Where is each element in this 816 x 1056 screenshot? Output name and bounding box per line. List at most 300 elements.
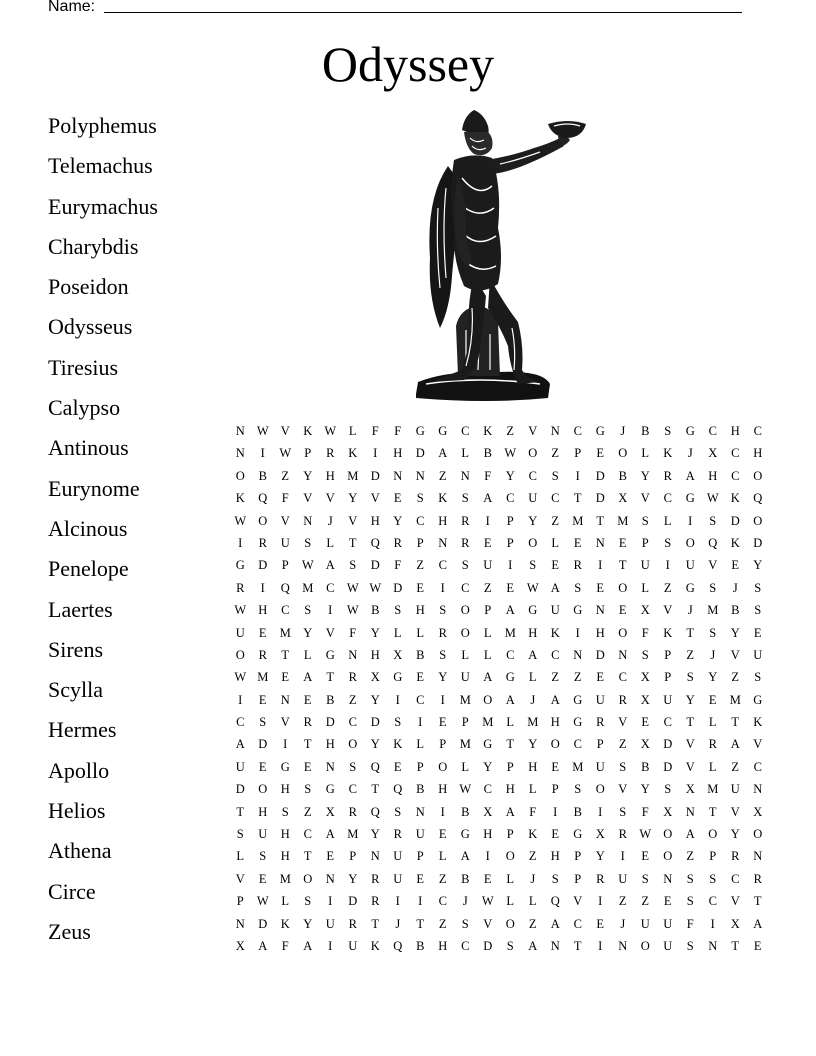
grid-letter[interactable]: O xyxy=(303,871,313,886)
grid-letter[interactable]: G xyxy=(415,424,425,438)
grid-letter[interactable]: S xyxy=(664,535,672,550)
grid-letter[interactable]: K xyxy=(303,424,313,438)
grid-letter[interactable]: Y xyxy=(370,625,380,640)
grid-letter[interactable]: H xyxy=(325,737,335,752)
grid-letter[interactable]: B xyxy=(416,647,425,662)
grid-letter[interactable]: R xyxy=(258,535,267,550)
grid-letter[interactable]: S xyxy=(236,827,244,842)
grid-letter[interactable]: E xyxy=(258,692,267,707)
grid-letter[interactable]: L xyxy=(281,894,290,909)
grid-letter[interactable]: D xyxy=(325,715,335,730)
grid-letter[interactable]: G xyxy=(573,603,583,618)
grid-letter[interactable]: Q xyxy=(258,491,268,506)
grid-letter[interactable]: U xyxy=(730,782,740,797)
grid-letter[interactable]: U xyxy=(235,759,245,774)
grid-letter[interactable]: W xyxy=(346,580,359,595)
grid-letter[interactable]: V xyxy=(348,513,358,528)
grid-letter[interactable]: Q xyxy=(708,535,718,550)
grid-letter[interactable]: K xyxy=(753,715,763,730)
grid-letter[interactable]: S xyxy=(709,625,717,640)
grid-letter[interactable]: T xyxy=(596,513,605,528)
grid-letter[interactable]: W xyxy=(234,513,247,528)
grid-letter[interactable]: Q xyxy=(753,491,763,506)
grid-letter[interactable]: V xyxy=(303,491,313,506)
grid-letter[interactable]: S xyxy=(461,558,469,573)
grid-letter[interactable]: C xyxy=(506,647,515,662)
grid-letter[interactable]: W xyxy=(526,580,539,595)
grid-letter[interactable]: S xyxy=(349,558,357,573)
grid-letter[interactable]: E xyxy=(596,916,605,931)
grid-letter[interactable]: G xyxy=(483,737,493,752)
grid-letter[interactable]: R xyxy=(708,737,717,752)
grid-letter[interactable]: I xyxy=(260,580,265,595)
grid-letter[interactable]: R xyxy=(663,468,672,483)
grid-letter[interactable]: I xyxy=(238,692,243,707)
grid-letter[interactable]: B xyxy=(641,424,650,438)
grid-letter[interactable]: V xyxy=(573,894,583,909)
grid-letter[interactable]: O xyxy=(663,827,673,842)
grid-letter[interactable]: F xyxy=(281,938,289,953)
grid-letter[interactable]: S xyxy=(619,759,627,774)
grid-letter[interactable]: N xyxy=(753,849,763,864)
grid-letter[interactable]: C xyxy=(416,692,425,707)
grid-letter[interactable]: A xyxy=(550,916,560,931)
grid-letter[interactable]: S xyxy=(641,647,649,662)
grid-letter[interactable]: S xyxy=(641,871,649,886)
grid-letter[interactable]: U xyxy=(550,603,560,618)
grid-letter[interactable]: I xyxy=(575,468,580,483)
grid-letter[interactable]: D xyxy=(595,468,605,483)
grid-letter[interactable]: S xyxy=(281,804,289,819)
grid-letter[interactable]: S xyxy=(259,715,267,730)
grid-letter[interactable]: B xyxy=(483,446,492,461)
grid-letter[interactable]: L xyxy=(528,782,537,797)
grid-letter[interactable]: R xyxy=(326,446,335,461)
grid-letter[interactable]: I xyxy=(260,446,265,461)
grid-letter[interactable]: U xyxy=(663,916,673,931)
grid-letter[interactable]: K xyxy=(550,625,560,640)
grid-letter[interactable]: Y xyxy=(370,827,380,842)
grid-letter[interactable]: H xyxy=(730,424,740,438)
grid-letter[interactable]: C xyxy=(618,670,627,685)
grid-letter[interactable]: H xyxy=(325,468,335,483)
grid-letter[interactable]: L xyxy=(506,871,515,886)
grid-letter[interactable]: L xyxy=(551,535,560,550)
grid-letter[interactable]: E xyxy=(663,894,672,909)
grid-letter[interactable]: I xyxy=(598,558,603,573)
grid-letter[interactable]: O xyxy=(550,737,560,752)
grid-letter[interactable]: E xyxy=(303,692,312,707)
grid-letter[interactable]: I xyxy=(418,894,423,909)
grid-letter[interactable]: C xyxy=(236,715,245,730)
grid-letter[interactable]: G xyxy=(393,670,403,685)
grid-letter[interactable]: U xyxy=(280,535,290,550)
grid-letter[interactable]: U xyxy=(663,692,673,707)
grid-letter[interactable]: C xyxy=(753,759,762,774)
grid-letter[interactable]: C xyxy=(573,737,582,752)
grid-letter[interactable]: G xyxy=(460,827,470,842)
grid-letter[interactable]: I xyxy=(440,804,445,819)
grid-letter[interactable]: U xyxy=(235,625,245,640)
grid-letter[interactable]: C xyxy=(348,782,357,797)
grid-letter[interactable]: C xyxy=(731,871,740,886)
grid-letter[interactable]: P xyxy=(304,446,312,461)
grid-letter[interactable]: B xyxy=(618,468,627,483)
grid-letter[interactable]: V xyxy=(370,491,380,506)
grid-letter[interactable]: V xyxy=(280,513,290,528)
grid-letter[interactable]: H xyxy=(280,782,290,797)
grid-letter[interactable]: B xyxy=(416,782,425,797)
grid-letter[interactable]: V xyxy=(280,715,290,730)
grid-letter[interactable]: T xyxy=(686,625,695,640)
grid-letter[interactable]: V xyxy=(325,625,335,640)
grid-letter[interactable]: I xyxy=(575,625,580,640)
grid-letter[interactable]: H xyxy=(370,513,380,528)
grid-letter[interactable]: M xyxy=(279,871,291,886)
grid-letter[interactable]: L xyxy=(641,446,650,461)
grid-letter[interactable]: Y xyxy=(505,468,515,483)
grid-letter[interactable]: O xyxy=(258,782,268,797)
grid-letter[interactable]: X xyxy=(753,804,763,819)
grid-letter[interactable]: E xyxy=(641,715,650,730)
grid-letter[interactable]: S xyxy=(551,871,559,886)
grid-letter[interactable]: R xyxy=(303,715,312,730)
grid-letter[interactable]: U xyxy=(663,938,673,953)
grid-letter[interactable]: Y xyxy=(753,558,763,573)
grid-letter[interactable]: O xyxy=(460,625,470,640)
grid-letter[interactable]: U xyxy=(460,670,470,685)
grid-letter[interactable]: V xyxy=(618,715,628,730)
grid-letter[interactable]: K xyxy=(730,491,740,506)
grid-letter[interactable]: L xyxy=(461,759,470,774)
grid-letter[interactable]: T xyxy=(731,938,740,953)
grid-letter[interactable]: E xyxy=(573,535,582,550)
grid-letter[interactable]: L xyxy=(506,715,515,730)
grid-letter[interactable]: Z xyxy=(528,916,537,931)
grid-letter[interactable]: M xyxy=(459,737,471,752)
grid-letter[interactable]: I xyxy=(283,737,288,752)
grid-letter[interactable]: J xyxy=(530,871,536,886)
grid-letter[interactable]: N xyxy=(595,603,605,618)
grid-letter[interactable]: C xyxy=(281,603,290,618)
grid-letter[interactable]: H xyxy=(258,603,268,618)
grid-letter[interactable]: P xyxy=(416,849,424,864)
grid-letter[interactable]: R xyxy=(731,849,740,864)
grid-letter[interactable]: Z xyxy=(528,849,537,864)
grid-letter[interactable]: M xyxy=(279,625,291,640)
grid-letter[interactable]: S xyxy=(574,782,582,797)
grid-letter[interactable]: Z xyxy=(686,647,695,662)
grid-letter[interactable]: O xyxy=(618,446,628,461)
grid-letter[interactable]: X xyxy=(640,670,650,685)
grid-letter[interactable]: I xyxy=(485,513,490,528)
grid-letter[interactable]: Y xyxy=(730,625,740,640)
grid-letter[interactable]: H xyxy=(483,827,493,842)
grid-letter[interactable]: U xyxy=(348,938,358,953)
grid-letter[interactable]: D xyxy=(370,468,380,483)
grid-letter[interactable]: O xyxy=(505,849,515,864)
grid-letter[interactable]: B xyxy=(731,603,740,618)
grid-letter[interactable]: Y xyxy=(393,513,403,528)
grid-letter[interactable]: E xyxy=(506,580,515,595)
grid-letter[interactable]: C xyxy=(573,916,582,931)
grid-letter[interactable]: Q xyxy=(370,535,380,550)
grid-letter[interactable]: S xyxy=(574,580,582,595)
grid-letter[interactable]: X xyxy=(640,737,650,752)
grid-letter[interactable]: A xyxy=(550,580,560,595)
grid-letter[interactable]: D xyxy=(370,715,380,730)
grid-letter[interactable]: I xyxy=(328,603,333,618)
grid-letter[interactable]: T xyxy=(371,916,380,931)
grid-letter[interactable]: T xyxy=(573,491,582,506)
grid-letter[interactable]: U xyxy=(528,491,538,506)
grid-letter[interactable]: N xyxy=(753,782,763,797)
grid-letter[interactable]: W xyxy=(324,424,337,438)
grid-letter[interactable]: F xyxy=(686,916,694,931)
grid-letter[interactable]: R xyxy=(753,871,762,886)
grid-letter[interactable]: C xyxy=(461,424,470,438)
grid-letter[interactable]: M xyxy=(257,670,269,685)
grid-letter[interactable]: J xyxy=(687,603,693,618)
grid-letter[interactable]: Z xyxy=(551,513,560,528)
grid-letter[interactable]: N xyxy=(685,804,695,819)
grid-letter[interactable]: Z xyxy=(416,558,425,573)
grid-letter[interactable]: C xyxy=(438,894,447,909)
grid-letter[interactable]: M xyxy=(347,468,359,483)
grid-letter[interactable]: D xyxy=(753,535,763,550)
grid-letter[interactable]: Y xyxy=(303,916,313,931)
grid-letter[interactable]: K xyxy=(438,491,448,506)
grid-letter[interactable]: R xyxy=(618,692,627,707)
grid-letter[interactable]: B xyxy=(326,692,335,707)
grid-letter[interactable]: A xyxy=(550,692,560,707)
grid-letter[interactable]: D xyxy=(258,558,268,573)
grid-letter[interactable]: S xyxy=(686,670,694,685)
grid-letter[interactable]: U xyxy=(325,916,335,931)
grid-letter[interactable]: H xyxy=(438,513,448,528)
grid-letter[interactable]: P xyxy=(664,670,672,685)
grid-letter[interactable]: L xyxy=(438,849,447,864)
grid-letter[interactable]: D xyxy=(370,558,380,573)
grid-letter[interactable]: R xyxy=(393,827,402,842)
grid-letter[interactable]: R xyxy=(596,871,605,886)
grid-letter[interactable]: L xyxy=(393,625,402,640)
grid-letter[interactable]: A xyxy=(303,938,313,953)
grid-letter[interactable]: N xyxy=(370,849,380,864)
grid-letter[interactable]: T xyxy=(303,849,312,864)
grid-letter[interactable]: P xyxy=(574,871,582,886)
grid-letter[interactable]: S xyxy=(439,647,447,662)
grid-letter[interactable]: A xyxy=(505,603,515,618)
grid-letter[interactable]: L xyxy=(708,715,717,730)
grid-letter[interactable]: Y xyxy=(640,468,650,483)
grid-letter[interactable]: H xyxy=(258,804,268,819)
grid-letter[interactable]: Z xyxy=(686,849,695,864)
grid-letter[interactable]: Z xyxy=(551,446,560,461)
grid-letter[interactable]: L xyxy=(348,424,357,438)
grid-letter[interactable]: T xyxy=(506,737,515,752)
grid-letter[interactable]: N xyxy=(393,468,403,483)
grid-letter[interactable]: V xyxy=(325,491,335,506)
grid-letter[interactable]: U xyxy=(483,558,493,573)
grid-letter[interactable]: P xyxy=(349,849,357,864)
grid-letter[interactable]: G xyxy=(505,670,515,685)
grid-letter[interactable]: D xyxy=(663,737,673,752)
grid-letter[interactable]: N xyxy=(573,647,583,662)
grid-letter[interactable]: P xyxy=(416,759,424,774)
grid-letter[interactable]: N xyxy=(235,446,245,461)
grid-letter[interactable]: N xyxy=(618,647,628,662)
grid-letter[interactable]: C xyxy=(461,580,470,595)
grid-letter[interactable]: R xyxy=(461,535,470,550)
grid-letter[interactable]: W xyxy=(256,424,269,438)
grid-letter[interactable]: O xyxy=(460,603,470,618)
grid-letter[interactable]: C xyxy=(731,468,740,483)
grid-letter[interactable]: S xyxy=(529,558,537,573)
grid-letter[interactable]: H xyxy=(370,647,380,662)
grid-letter[interactable]: H xyxy=(550,715,560,730)
grid-letter[interactable]: I xyxy=(620,849,625,864)
grid-letter[interactable]: P xyxy=(506,759,514,774)
grid-letter[interactable]: P xyxy=(574,849,582,864)
grid-letter[interactable]: E xyxy=(618,603,627,618)
grid-letter[interactable]: U xyxy=(753,647,763,662)
grid-letter[interactable]: U xyxy=(640,916,650,931)
grid-letter[interactable]: K xyxy=(730,535,740,550)
grid-letter[interactable]: T xyxy=(573,938,582,953)
grid-letter[interactable]: Z xyxy=(438,468,447,483)
grid-letter[interactable]: V xyxy=(730,804,740,819)
grid-letter[interactable]: F xyxy=(641,625,649,640)
grid-letter[interactable]: V xyxy=(235,871,245,886)
grid-letter[interactable]: N xyxy=(663,871,673,886)
grid-letter[interactable]: C xyxy=(416,513,425,528)
grid-letter[interactable]: R xyxy=(461,513,470,528)
grid-letter[interactable]: E xyxy=(753,625,762,640)
grid-letter[interactable]: D xyxy=(348,894,358,909)
grid-letter[interactable]: A xyxy=(528,938,538,953)
grid-letter[interactable]: S xyxy=(664,782,672,797)
grid-letter[interactable]: M xyxy=(302,580,314,595)
grid-letter[interactable]: B xyxy=(258,468,267,483)
grid-letter[interactable]: M xyxy=(504,625,516,640)
grid-letter[interactable]: A xyxy=(258,938,268,953)
grid-letter[interactable]: F xyxy=(529,804,537,819)
grid-letter[interactable]: P xyxy=(664,647,672,662)
grid-letter[interactable]: W xyxy=(279,446,292,461)
grid-letter[interactable]: S xyxy=(304,603,312,618)
grid-letter[interactable]: W xyxy=(234,670,247,685)
grid-letter[interactable]: E xyxy=(708,692,717,707)
grid-letter[interactable]: Q xyxy=(393,938,403,953)
grid-letter[interactable]: C xyxy=(461,938,470,953)
grid-letter[interactable]: F xyxy=(394,424,402,438)
grid-letter[interactable]: D xyxy=(595,647,605,662)
grid-letter[interactable]: A xyxy=(438,446,448,461)
grid-letter[interactable]: H xyxy=(528,759,538,774)
grid-letter[interactable]: O xyxy=(640,938,650,953)
grid-letter[interactable]: O xyxy=(438,759,448,774)
grid-letter[interactable]: O xyxy=(663,849,673,864)
grid-letter[interactable]: S xyxy=(461,916,469,931)
grid-letter[interactable]: E xyxy=(416,670,425,685)
grid-letter[interactable]: H xyxy=(753,446,763,461)
grid-letter[interactable]: Y xyxy=(640,782,650,797)
grid-letter[interactable]: G xyxy=(280,759,290,774)
grid-letter[interactable]: Y xyxy=(708,670,718,685)
grid-letter[interactable]: A xyxy=(460,849,470,864)
grid-letter[interactable]: W xyxy=(639,827,652,842)
grid-letter[interactable]: R xyxy=(348,916,357,931)
grid-letter[interactable]: O xyxy=(753,827,763,842)
grid-letter[interactable]: G xyxy=(235,558,245,573)
grid-letter[interactable]: U xyxy=(393,849,403,864)
grid-letter[interactable]: L xyxy=(483,625,492,640)
grid-letter[interactable]: P xyxy=(484,603,492,618)
grid-letter[interactable]: C xyxy=(708,424,717,438)
grid-letter[interactable]: Y xyxy=(483,759,493,774)
grid-letter[interactable]: X xyxy=(685,782,695,797)
grid-letter[interactable]: C xyxy=(438,558,447,573)
grid-letter[interactable]: A xyxy=(685,827,695,842)
grid-letter[interactable]: Y xyxy=(528,513,538,528)
grid-letter[interactable]: N xyxy=(415,804,425,819)
grid-letter[interactable]: U xyxy=(258,827,268,842)
grid-letter[interactable]: R xyxy=(371,894,380,909)
grid-letter[interactable]: I xyxy=(395,894,400,909)
grid-letter[interactable]: K xyxy=(663,446,673,461)
grid-letter[interactable]: P xyxy=(506,535,514,550)
grid-letter[interactable]: M xyxy=(617,513,629,528)
grid-letter[interactable]: E xyxy=(753,938,762,953)
grid-letter[interactable]: H xyxy=(595,625,605,640)
grid-letter[interactable]: L xyxy=(528,670,537,685)
grid-letter[interactable]: G xyxy=(325,782,335,797)
grid-letter[interactable]: W xyxy=(301,558,314,573)
grid-letter[interactable]: S xyxy=(304,782,312,797)
grid-letter[interactable]: R xyxy=(573,558,582,573)
grid-letter[interactable]: J xyxy=(395,916,401,931)
grid-letter[interactable]: D xyxy=(258,916,268,931)
grid-letter[interactable]: U xyxy=(618,871,628,886)
grid-letter[interactable]: E xyxy=(596,580,605,595)
grid-letter[interactable]: K xyxy=(348,446,358,461)
grid-letter[interactable]: Y xyxy=(303,625,313,640)
grid-letter[interactable]: H xyxy=(438,938,448,953)
grid-letter[interactable]: P xyxy=(596,737,604,752)
grid-letter[interactable]: I xyxy=(485,849,490,864)
grid-letter[interactable]: T xyxy=(371,782,380,797)
grid-letter[interactable]: L xyxy=(303,647,312,662)
grid-letter[interactable]: C xyxy=(663,715,672,730)
grid-letter[interactable]: T xyxy=(303,737,312,752)
grid-letter[interactable]: B xyxy=(371,603,380,618)
grid-letter[interactable]: Q xyxy=(370,759,380,774)
grid-letter[interactable]: J xyxy=(620,916,626,931)
grid-letter[interactable]: V xyxy=(753,737,763,752)
grid-letter[interactable]: Q xyxy=(393,782,403,797)
grid-letter[interactable]: G xyxy=(685,424,695,438)
grid-letter[interactable]: W xyxy=(346,603,359,618)
grid-letter[interactable]: G xyxy=(573,715,583,730)
name-blank-line[interactable] xyxy=(104,12,742,13)
grid-letter[interactable]: N xyxy=(280,692,290,707)
grid-letter[interactable]: G xyxy=(573,827,583,842)
grid-letter[interactable]: S xyxy=(259,849,267,864)
grid-letter[interactable]: X xyxy=(393,647,403,662)
grid-letter[interactable]: B xyxy=(573,804,582,819)
grid-letter[interactable]: S xyxy=(439,603,447,618)
